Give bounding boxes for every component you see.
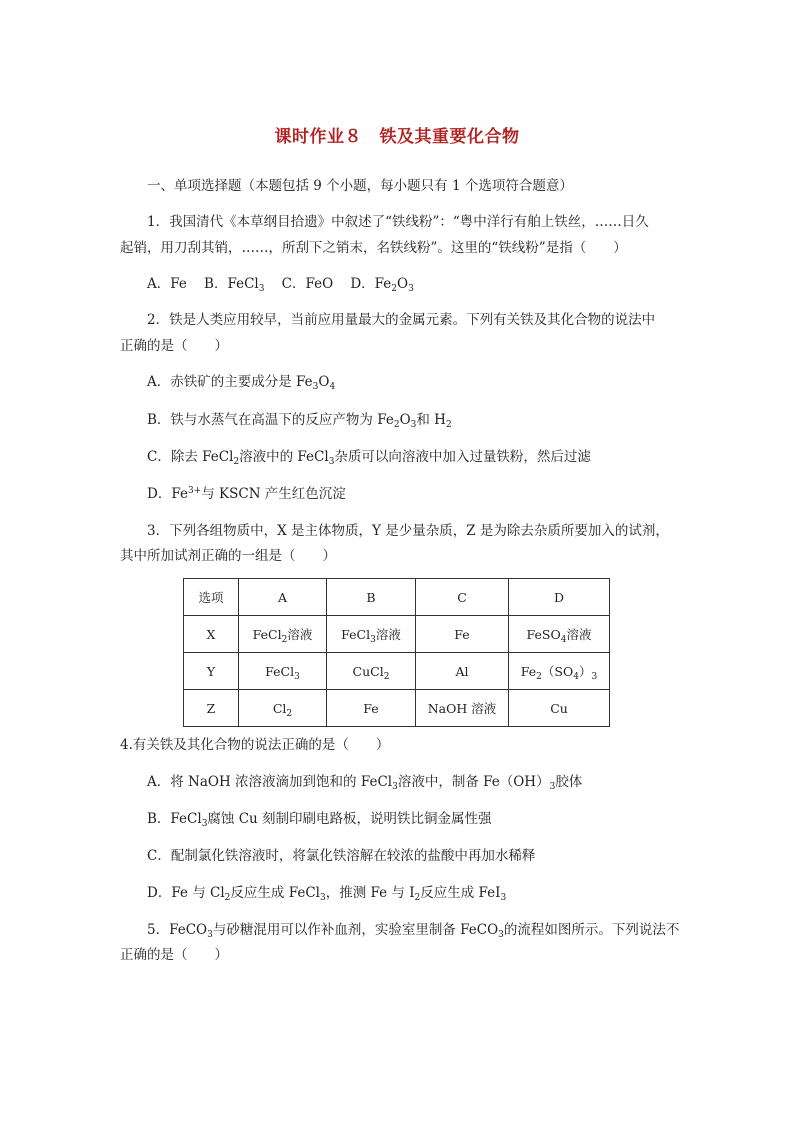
cell-x-c: Fe [416,616,509,653]
row-label-y: Y [184,653,239,690]
cell-x-b: FeCl$_3$溶液 [327,616,416,653]
q2-option-d: D．$Fe^{3+}$与 KSCN 产生红色沉淀 [147,486,346,502]
cell-z-d: Cu [509,690,610,727]
cell-y-c: Al [416,653,509,690]
q1-option-c: C．FeO [281,276,334,292]
q2-option-b: B．铁与水蒸气在高温下的反应产物为 $Fe_2O_3$和 $H_2$ [147,412,452,430]
table-header-cell: D [509,579,610,616]
q1-option-d: D．$Fe_2O_3$ [350,276,414,294]
cell-z-a: $Cl_2$ [239,690,327,727]
q2-option-a: A．赤铁矿的主要成分是 $Fe_3O_4$ [147,374,336,392]
q2-stem-line1: 2．铁是人类应用较早，当前应用量最大的金属元素。下列有关铁及其化合物的说法中 [147,312,656,328]
table-row-y [184,653,610,690]
q1-stem-line1: 1．我国清代《本草纲目拾遗》中叙述了“铁线粉”：“粤中洋行有舶上铁丝，……日久 [147,214,649,230]
table-header-cell: C [416,579,509,616]
q1-option-b: B．FeCl$_3$ [204,276,265,294]
q3-options-table [183,578,610,727]
row-label-z: Z [184,690,239,727]
q1-stem-line2: 起销，用刀刮其销，……，所刮下之销末，名铁线粉”。这里的“铁线粉”是指（ ） [120,240,627,256]
cell-x-a: FeCl$_2$溶液 [239,616,327,653]
table-header-row [184,579,610,616]
q5-stem-line1: 5．FeCO$_3$与砂糖混用可以作补血剂，实验室里制备 FeCO$_3$的流程如图所示。下列说法不 [147,922,680,940]
q3-stem-line1: 3．下列各组物质中，X 是主体物质，Y 是少量杂质，Z 是为除去杂质所要加入的试剂， [147,523,669,539]
row-label-x: X [184,616,239,653]
cell-y-d: $Fe_2(SO_4)_3$ [509,653,610,690]
q2-option-c: C．除去 FeCl$_2$溶液中的 FeCl$_3$杂质可以向溶液中加入过量铁粉，然后过滤 [147,449,591,467]
table-header-cell: 选项 [184,579,239,616]
q5-stem-line2: 正确的是（ ） [120,947,228,963]
table-header-cell: A [239,579,327,616]
table-row-z [184,690,610,727]
cell-z-c: NaOH 溶液 [416,690,509,727]
table-row-x [184,616,610,653]
cell-x-d: FeSO$_4$溶液 [509,616,610,653]
section-heading: 一、单项选择题（本题包括 9 个小题，每小题只有 1 个选项符合题意） [147,178,573,194]
q1-option-a: A．Fe [147,276,187,292]
q3-stem-line2: 其中所加试剂正确的一组是（ ） [120,548,336,564]
table-header-cell: B [327,579,416,616]
q4-stem: 4.有关铁及其化合物的说法正确的是（ ） [120,737,390,753]
cell-y-a: FeCl$_3$ [239,653,327,690]
q4-option-a: A．将 NaOH 浓溶液滴加到饱和的 FeCl$_3$溶液中，制备 $Fe(OH)_3$胶体 [147,774,583,792]
q2-stem-line2: 正确的是（ ） [120,338,228,354]
cell-z-b: Fe [327,690,416,727]
q4-option-b: B．FeCl$_3$腐蚀 Cu 刻制印刷电路板，说明铁比铜金属性强 [147,811,492,829]
cell-y-b: CuCl$_2$ [327,653,416,690]
q4-option-d: D．Fe 与 $Cl_2$反应生成 FeCl$_3$，推测 Fe 与 $I_2$反应生成 FeI$_3$ [147,885,507,903]
q4-option-c: C．配制氯化铁溶液时，将氯化铁溶解在较浓的盐酸中再加水稀释 [147,848,536,864]
q1-options [147,274,707,294]
page-title: 课时作业８ 铁及其重要化合物 [274,127,520,147]
